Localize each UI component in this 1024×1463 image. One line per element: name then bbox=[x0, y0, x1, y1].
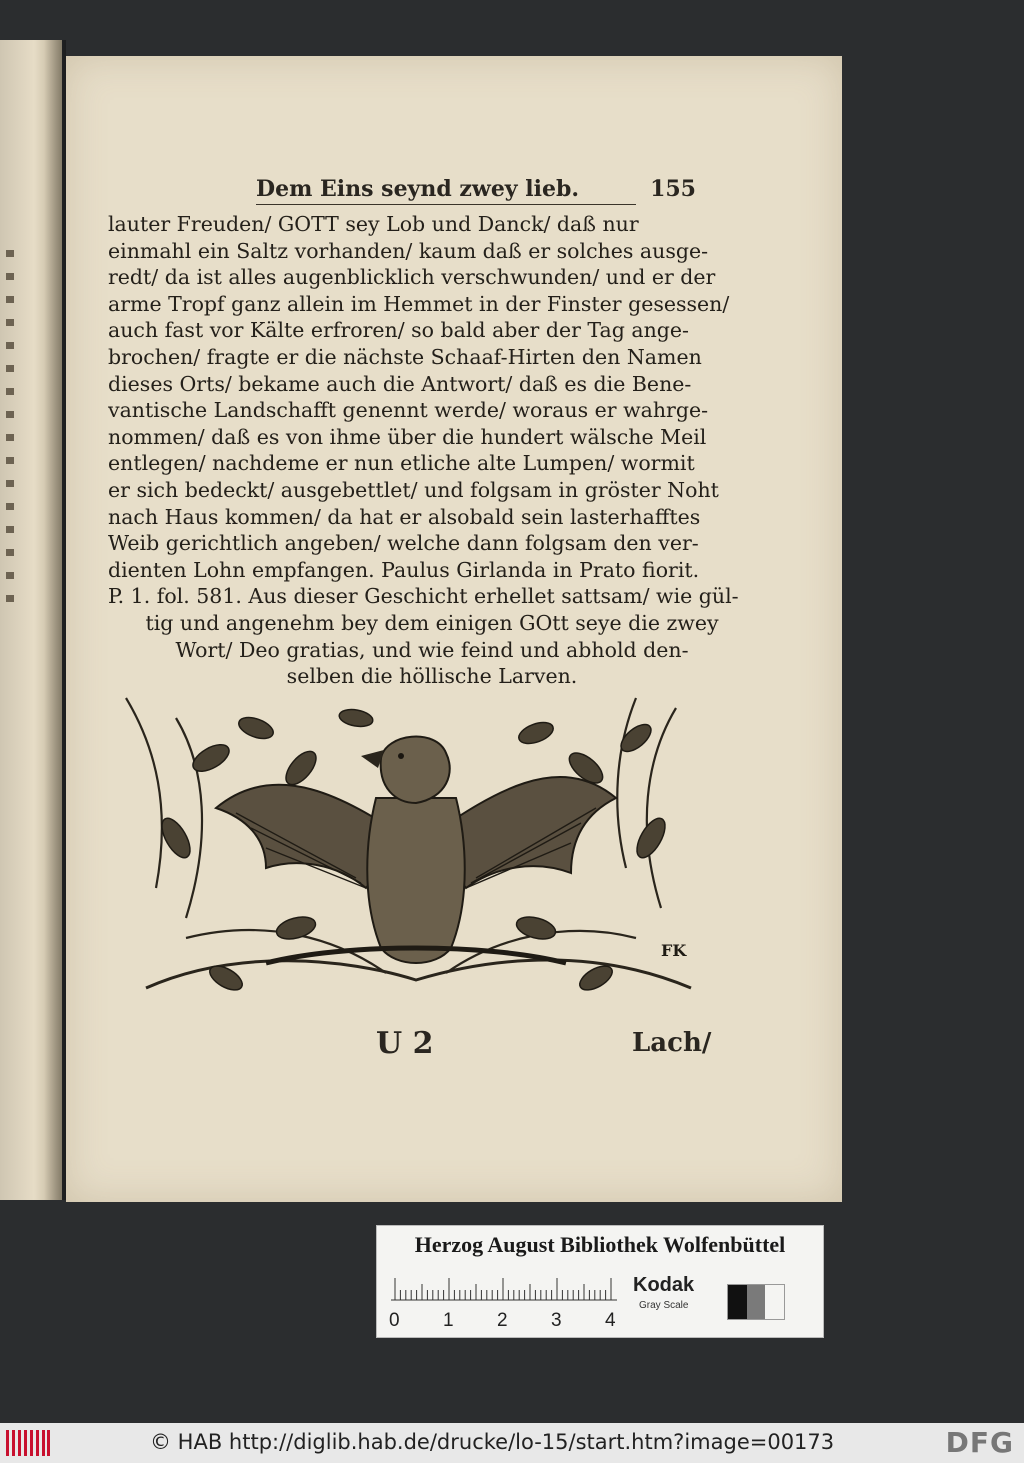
hab-barcode-logo-icon bbox=[6, 1430, 50, 1456]
text-line: P. 1. fol. 581. Aus dieser Geschicht erhellet sattsam/ wie gül- bbox=[108, 584, 739, 609]
text-line: arme Tropf ganz allein im Hemmet in der Finster gesessen/ bbox=[108, 291, 730, 316]
library-name: Herzog August Bibliothek Wolfenbüttel bbox=[414, 1232, 786, 1257]
text-line: lauter Freuden/ GOTT sey Lob und Danck/ daß nur bbox=[108, 212, 639, 236]
signature-mark: U 2 bbox=[376, 1026, 434, 1061]
gray-patch bbox=[728, 1285, 747, 1319]
text-line: auch fast vor Kälte erfroren/ so bald aber der Tag ange- bbox=[108, 318, 689, 343]
text-line: dieses Orts/ bekame auch die Antwort/ daß es die Bene- bbox=[108, 371, 692, 396]
text-line: Weib gerichtlich angeben/ welche dann folgsam den ver- bbox=[108, 531, 699, 556]
text-line: vantische Landschafft genennt werde/ woraus er wahrge- bbox=[108, 398, 709, 423]
text-line-centered: Wort/ Deo gratias, und wie feind und abhold den- bbox=[175, 637, 689, 662]
gray-patch bbox=[747, 1285, 766, 1319]
text-line: entlegen/ nachdeme er nun etliche alte Lumpen/ wormit bbox=[108, 451, 695, 476]
running-head-title: Dem Eins seynd zwey lieb. bbox=[256, 176, 580, 202]
ruler-scale bbox=[391, 1268, 617, 1308]
footer-bar bbox=[0, 1423, 1024, 1463]
kodak-brand: Kodak bbox=[633, 1274, 695, 1296]
gray-patches bbox=[727, 1284, 785, 1320]
text-line: redt/ da ist alles augenblicklich verschwunden/ und er der bbox=[108, 265, 716, 290]
gray-scale-caption: Gray Scale bbox=[639, 1300, 689, 1311]
dfg-logo: DFG bbox=[945, 1426, 1014, 1459]
running-head bbox=[256, 176, 696, 206]
text-line: er sich bedeckt/ ausgebettlet/ und folgsam in gröster Noht bbox=[108, 477, 719, 502]
gutter-shadow bbox=[44, 40, 66, 1200]
page-number: 155 bbox=[650, 176, 696, 202]
vignette-monogram: FK bbox=[661, 941, 687, 960]
catchword: Lach/ bbox=[632, 1028, 712, 1058]
text-line: nach Haus kommen/ da hat er alsobald sein lasterhafftes bbox=[108, 504, 701, 529]
text-line-centered: tig und angenehm bey dem einigen GOtt seye die zwey bbox=[145, 610, 719, 635]
head-rule bbox=[256, 204, 636, 205]
adjacent-page-text-fragments bbox=[4, 250, 18, 650]
body-text bbox=[108, 211, 756, 690]
ruler-numbers bbox=[387, 1310, 627, 1332]
text-line: dienten Lohn empfangen. Paulus Girlanda in Prato fiorit. bbox=[108, 557, 700, 582]
ruler-number: 3 bbox=[551, 1310, 562, 1331]
text-line-centered: selben die höllische Larven. bbox=[286, 664, 578, 689]
eagle-woodcut-icon bbox=[116, 688, 706, 1006]
text-line: nommen/ daß es von ihme über die hundert wälsche Meil bbox=[108, 424, 707, 449]
ruler-number: 2 bbox=[497, 1310, 508, 1331]
ruler-number: 4 bbox=[605, 1310, 616, 1331]
ruler-number: 0 bbox=[389, 1310, 400, 1331]
book-page bbox=[66, 56, 842, 1202]
text-line: brochen/ fragte er die nächste Schaaf-Hirten den Namen bbox=[108, 344, 702, 369]
copyright-credit[interactable]: © HAB http://diglib.hab.de/drucke/lo-15/start.htm?image=00173 bbox=[150, 1430, 835, 1454]
text-line: einmahl ein Saltz vorhanden/ kaum daß er solches ausge- bbox=[108, 238, 709, 263]
ruler-number: 1 bbox=[443, 1310, 454, 1331]
library-color-label bbox=[376, 1225, 824, 1338]
gray-patch bbox=[765, 1285, 784, 1319]
